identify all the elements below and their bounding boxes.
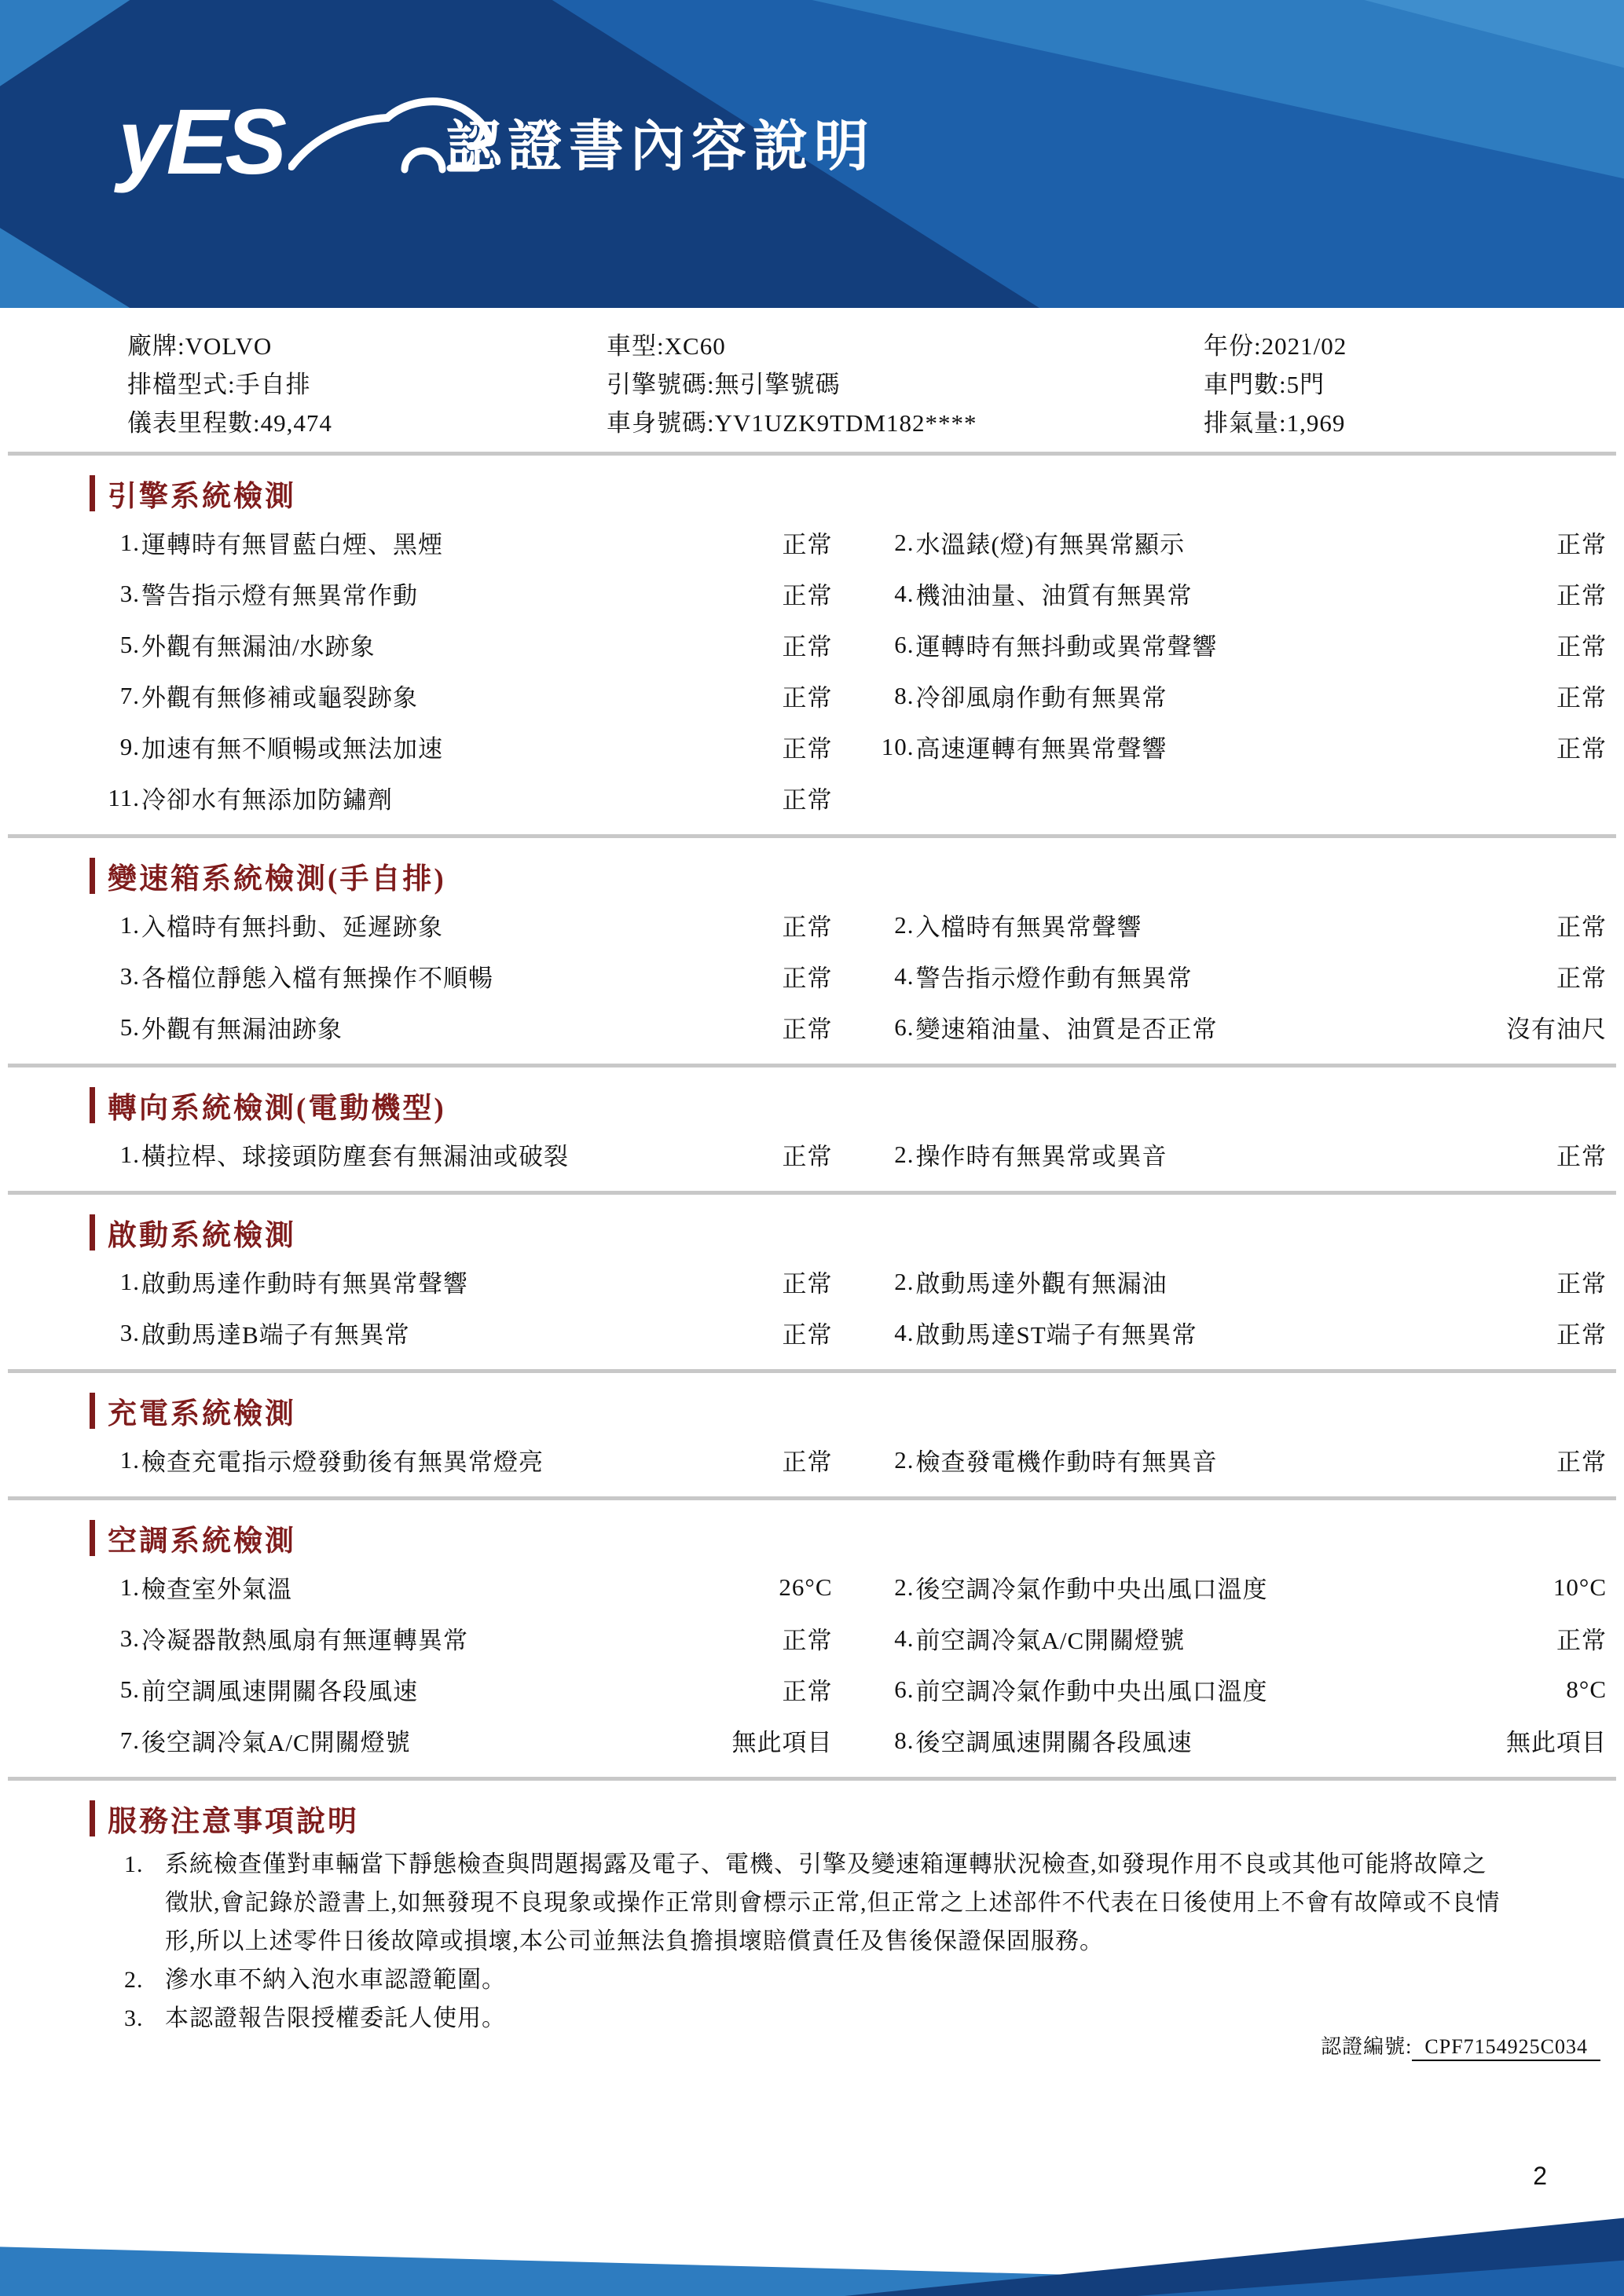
item-label: 冷卻風扇作動有無異常: [915, 684, 1168, 712]
item-number: 3.: [119, 961, 140, 990]
item-number: 3.: [119, 1624, 140, 1652]
item-result: 正常: [782, 1270, 833, 1298]
item-number: 4.: [894, 579, 915, 607]
item-number: 5.: [119, 630, 140, 658]
info-label: 排檔型式:: [127, 371, 236, 398]
item-number: 6.: [894, 1013, 915, 1041]
check-item: [94, 670, 833, 721]
check-item: [94, 1434, 833, 1485]
note-item: [124, 1845, 1506, 1961]
item-number: 2.: [894, 528, 915, 556]
info-value: 手自排: [235, 371, 311, 398]
check-item: [869, 1613, 1608, 1664]
page-title: 認證書內容說明: [446, 115, 875, 177]
section-title-text: 引擎系統檢測: [108, 481, 296, 513]
check-item: [869, 721, 1608, 772]
item-number: 11.: [108, 783, 140, 811]
vehicle-info-field: [127, 365, 607, 404]
item-number: 1.: [119, 910, 140, 939]
item-result: 正常: [1556, 684, 1607, 712]
item-number: 3.: [119, 1318, 140, 1346]
item-result: 無此項目: [731, 1729, 833, 1756]
item-result: 正常: [1556, 1627, 1607, 1654]
check-item: [869, 950, 1608, 1002]
vehicle-info-field: [1204, 404, 1593, 442]
section-title-text: 轉向系統檢測(電動機型): [108, 1093, 446, 1125]
check-item: [94, 1562, 833, 1613]
info-value: YV1UZK9TDM182****: [714, 409, 977, 437]
check-item: [869, 619, 1608, 670]
item-label: 後空調冷氣A/C開關燈號: [141, 1729, 411, 1756]
item-label: 各檔位靜態入檔有無操作不順暢: [141, 965, 493, 992]
item-label: 高速運轉有無異常聲響: [915, 735, 1168, 763]
item-result: 正常: [782, 1016, 833, 1043]
info-value: 1,969: [1286, 409, 1346, 437]
check-item: [869, 1002, 1608, 1053]
item-result: 正常: [782, 1678, 833, 1705]
item-label: 操作時有無異常或異音: [915, 1143, 1168, 1170]
note-number: 1.: [124, 1851, 144, 1877]
info-value: 2021/02: [1261, 332, 1347, 360]
check-item: [94, 950, 833, 1002]
item-number: 2.: [894, 910, 915, 939]
item-label: 啟動馬達作動時有無異常聲響: [141, 1270, 468, 1298]
section-title: [90, 1519, 1624, 1557]
item-result: 正常: [782, 1321, 833, 1349]
section-title-bar: [90, 1800, 95, 1836]
note-text: 系統檢查僅對車輛當下靜態檢查與問題揭露及電子、電機、引擎及變速箱運轉狀況檢查,如發現作用不良或其他可能將故障之徵狀,會記錄於證書上,如無發現不良現象或操作正常則會標示正常,但正常之上述部件不代表在日後使用上不會有故障或不良情形,所以上述零件日後故障或損壞,本公司並無法負擔損壞賠償責任及售後保證保固服務。: [165, 1851, 1501, 1954]
check-item: [869, 568, 1608, 619]
item-result: 正常: [1556, 531, 1607, 558]
check-items: [0, 1129, 1624, 1180]
check-item: [94, 568, 833, 619]
check-items: [0, 517, 1624, 823]
item-number: 1.: [119, 1267, 140, 1295]
item-label: 啟動馬達外觀有無漏油: [915, 1270, 1168, 1298]
info-value: 無引擎號碼: [714, 371, 841, 398]
item-number: 1.: [119, 1140, 140, 1168]
check-item: [869, 1434, 1608, 1485]
item-label: 外觀有無漏油跡象: [141, 1016, 343, 1043]
check-item: [94, 619, 833, 670]
check-items: [0, 1434, 1624, 1485]
item-label: 後空調風速開關各段風速: [915, 1729, 1193, 1756]
header-banner: [0, 0, 1624, 308]
item-number: 5.: [119, 1675, 140, 1703]
item-label: 變速箱油量、油質是否正常: [915, 1016, 1218, 1043]
item-result: 26°C: [779, 1573, 833, 1601]
item-label: 水溫錶(燈)有無異常顯示: [915, 531, 1186, 558]
item-number: 2.: [894, 1140, 915, 1168]
info-value: 49,474: [260, 409, 332, 437]
info-label: 引擎號碼:: [607, 371, 715, 398]
vehicle-info: [127, 327, 1593, 442]
item-result: 正常: [1556, 1448, 1607, 1476]
item-number: 2.: [894, 1445, 915, 1474]
note-text: 滲水車不納入泡水車認證範圍。: [165, 1967, 506, 1993]
check-item: [94, 1307, 833, 1358]
section-title: [90, 474, 1624, 512]
item-label: 啟動馬達ST端子有無異常: [915, 1321, 1197, 1349]
info-label: 排氣量:: [1204, 409, 1287, 437]
vehicle-info-field: [1204, 365, 1593, 404]
item-label: 啟動馬達B端子有無異常: [141, 1321, 410, 1349]
item-result: 正常: [782, 786, 833, 814]
item-number: 10.: [881, 732, 915, 760]
check-item: [94, 721, 833, 772]
item-number: 6.: [894, 1675, 915, 1703]
item-label: 運轉時有無冒藍白煙、黑煙: [141, 531, 443, 558]
check-item: [869, 1715, 1608, 1766]
item-result: 正常: [1556, 1270, 1607, 1298]
vehicle-info-field: [607, 404, 1204, 442]
item-result: 正常: [782, 1448, 833, 1476]
item-result: 正常: [782, 965, 833, 992]
section-title: [90, 1392, 1624, 1430]
item-label: 前空調風速開關各段風速: [141, 1678, 418, 1705]
section-divider: [8, 834, 1616, 838]
item-result: 正常: [1556, 582, 1607, 610]
section-divider: [8, 1064, 1616, 1067]
item-number: 8.: [894, 681, 915, 709]
item-label: 橫拉桿、球接頭防塵套有無漏油或破裂: [141, 1143, 569, 1170]
info-label: 廠牌:: [127, 332, 185, 360]
section-title-bar: [90, 1087, 95, 1123]
item-result: 正常: [1556, 914, 1607, 941]
item-result: 正常: [782, 1627, 833, 1654]
item-result: 正常: [1556, 965, 1607, 992]
certificate-number-label: 認證編號:: [1321, 2035, 1413, 2058]
check-item: [94, 1715, 833, 1766]
section-title: [90, 857, 1624, 895]
yes-logo: [118, 85, 493, 194]
info-label: 車身號碼:: [607, 409, 715, 437]
item-label: 檢查充電指示燈發動後有無異常燈亮: [141, 1448, 544, 1476]
item-result: 正常: [1556, 1143, 1607, 1170]
check-item: [869, 1562, 1608, 1613]
section-title-bar: [90, 1520, 95, 1556]
item-label: 外觀有無漏油/水跡象: [141, 633, 376, 661]
item-number: 1.: [119, 528, 140, 556]
item-result: 正常: [782, 531, 833, 558]
section-title: [90, 1800, 1624, 1837]
check-item: [869, 1129, 1608, 1180]
info-label: 年份:: [1204, 332, 1262, 360]
certificate-number: [1321, 2031, 1600, 2060]
item-result: 無此項目: [1506, 1729, 1607, 1756]
item-result: 正常: [1556, 1321, 1607, 1349]
note-number: 3.: [124, 2005, 144, 2031]
vehicle-info-field: [1204, 327, 1593, 365]
check-item: [94, 772, 833, 823]
item-result: 正常: [782, 914, 833, 941]
vehicle-info-field: [607, 327, 1204, 365]
vehicle-info-field: [607, 365, 1204, 404]
info-value: VOLVO: [185, 332, 273, 360]
check-item: [869, 670, 1608, 721]
item-number: 4.: [894, 1318, 915, 1346]
check-items: [0, 899, 1624, 1053]
item-number: 7.: [119, 1726, 140, 1754]
check-item: [94, 1256, 833, 1307]
section-divider: [8, 1777, 1616, 1781]
check-item: [94, 1002, 833, 1053]
section-title-bar: [90, 858, 95, 894]
item-label: 警告指示燈作動有無異常: [915, 965, 1193, 992]
item-number: 1.: [119, 1573, 140, 1601]
section-title: [90, 1086, 1624, 1124]
section-title-text: 服務注意事項說明: [108, 1806, 359, 1838]
info-label: 儀表里程數:: [127, 409, 261, 437]
item-result: 正常: [782, 582, 833, 610]
check-item: [94, 1129, 833, 1180]
check-item: [94, 1664, 833, 1715]
section-title-bar: [90, 1214, 95, 1251]
item-label: 入檔時有無抖動、延遲跡象: [141, 914, 443, 941]
certificate-number-value: CPF7154925C034: [1412, 2035, 1600, 2061]
item-number: 5.: [119, 1013, 140, 1041]
service-notes: [0, 1845, 1624, 2038]
section-divider: [8, 1191, 1616, 1195]
note-number: 2.: [124, 1967, 144, 1993]
item-number: 6.: [894, 630, 915, 658]
item-label: 加速有無不順暢或無法加速: [141, 735, 443, 763]
check-items: [0, 1256, 1624, 1358]
note-item: [124, 1999, 1506, 2038]
check-item: [94, 1613, 833, 1664]
section-title: [90, 1214, 1624, 1251]
section-title-text: 啟動系統檢測: [108, 1220, 296, 1252]
section-divider: [8, 1496, 1616, 1500]
note-item: [124, 1961, 1506, 1999]
item-result: 正常: [782, 633, 833, 661]
info-label: 車型:: [607, 332, 665, 360]
item-number: 9.: [119, 732, 140, 760]
item-result: 10°C: [1553, 1573, 1607, 1601]
vehicle-info-field: [127, 404, 607, 442]
item-result: 正常: [782, 1143, 833, 1170]
item-number: 2.: [894, 1267, 915, 1295]
item-label: 冷凝器散熱風扇有無運轉異常: [141, 1627, 468, 1654]
item-number: 8.: [894, 1726, 915, 1754]
check-item: [94, 517, 833, 568]
vehicle-info-field: [127, 327, 607, 365]
check-item: [869, 1256, 1608, 1307]
check-item: [94, 899, 833, 950]
item-label: 入檔時有無異常聲響: [915, 914, 1142, 941]
info-label: 車門數:: [1204, 371, 1287, 398]
section-title-bar: [90, 475, 95, 511]
item-label: 前空調冷氣A/C開關燈號: [915, 1627, 1186, 1654]
item-label: 後空調冷氣作動中央出風口溫度: [915, 1576, 1268, 1603]
item-label: 檢查室外氣溫: [141, 1576, 292, 1603]
item-result: 沒有油尺: [1506, 1016, 1607, 1043]
item-number: 4.: [894, 961, 915, 990]
item-label: 檢查發電機作動時有無異音: [915, 1448, 1218, 1476]
info-value: XC60: [664, 332, 726, 360]
item-number: 7.: [119, 681, 140, 709]
item-label: 運轉時有無抖動或異常聲響: [915, 633, 1218, 661]
item-label: 外觀有無修補或龜裂跡象: [141, 684, 418, 712]
footer-banner: [0, 2211, 1624, 2296]
item-number: 1.: [119, 1445, 140, 1474]
note-text: 本認證報告限授權委託人使用。: [165, 2005, 506, 2031]
check-item: [869, 1664, 1608, 1715]
check-item: [869, 517, 1608, 568]
item-number: 2.: [894, 1573, 915, 1601]
item-number: 3.: [119, 579, 140, 607]
section-title-text: 充電系統檢測: [108, 1398, 296, 1430]
info-value: 5門: [1286, 371, 1325, 398]
section-title-text: 空調系統檢測: [108, 1525, 296, 1558]
item-result: 8°C: [1566, 1675, 1607, 1703]
check-item: [869, 1307, 1608, 1358]
item-result: 正常: [1556, 633, 1607, 661]
item-label: 警告指示燈有無異常作動: [141, 582, 418, 610]
section-divider: [8, 1369, 1616, 1373]
item-result: 正常: [782, 684, 833, 712]
section-divider: [8, 452, 1616, 456]
page-number: 2: [1533, 2162, 1547, 2190]
item-label: 前空調冷氣作動中央出風口溫度: [915, 1678, 1268, 1705]
item-result: 正常: [1556, 735, 1607, 763]
yes-logo-text: yES: [118, 90, 284, 194]
check-item: [869, 899, 1608, 950]
section-title-text: 變速箱系統檢測(手自排): [108, 863, 446, 895]
check-items: [0, 1562, 1624, 1766]
item-label: 機油油量、油質有無異常: [915, 582, 1193, 610]
section-title-bar: [90, 1393, 95, 1429]
item-number: 4.: [894, 1624, 915, 1652]
item-label: 冷卻水有無添加防鏽劑: [141, 786, 393, 814]
item-result: 正常: [782, 735, 833, 763]
